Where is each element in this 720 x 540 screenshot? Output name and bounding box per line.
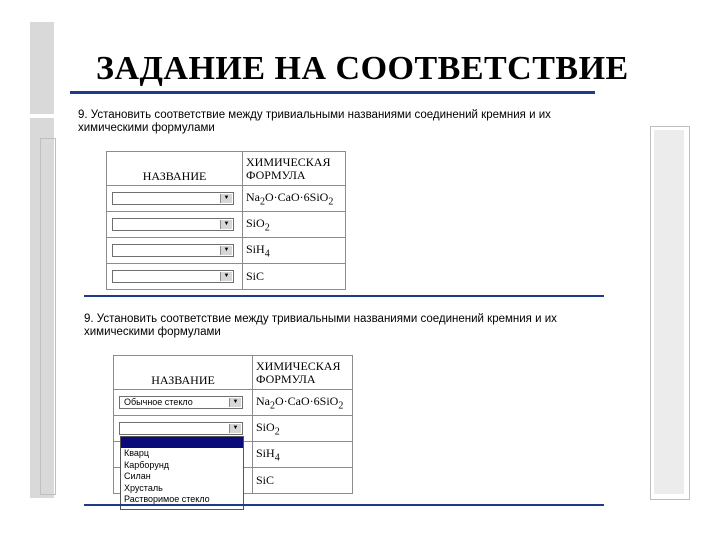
selected-value: Обычное стекло bbox=[124, 397, 193, 408]
chevron-down-icon[interactable]: ▼ bbox=[229, 398, 241, 407]
title-underline bbox=[70, 91, 595, 94]
dropdown-list[interactable] bbox=[120, 436, 244, 510]
formula-cell: $Na_2O\cdot CaO\cdot 6SiO_2$ bbox=[253, 390, 353, 416]
formula-cell: SiO$_2$ bbox=[243, 212, 346, 238]
dropdown-option[interactable]: Силан bbox=[124, 471, 151, 481]
name-select[interactable] bbox=[112, 218, 234, 231]
dropdown-option[interactable]: Карборунд bbox=[124, 459, 170, 470]
chevron-down-icon[interactable]: ▼ bbox=[229, 424, 241, 433]
name-cell bbox=[107, 238, 243, 264]
dropdown-option[interactable]: Кварц bbox=[124, 448, 150, 458]
dropdown-option[interactable]: Растворимое стекло bbox=[124, 494, 210, 504]
name-select[interactable] bbox=[112, 270, 234, 283]
name-select[interactable] bbox=[119, 396, 243, 409]
formula-cell: $Na_2O\cdot CaO\cdot 6SiO_2$ bbox=[243, 186, 346, 212]
name-cell bbox=[107, 264, 243, 290]
formula-cell: SiC bbox=[243, 264, 346, 290]
chevron-down-icon[interactable]: ▼ bbox=[220, 246, 232, 255]
column-header-formula: ХИМИЧЕСКАЯ ФОРМУЛА bbox=[243, 152, 346, 186]
column-header-name: НАЗВАНИЕ bbox=[107, 152, 243, 186]
task-text: 9. Установить соответствие между тривиальными названиями соединений кремния и их химическими формулами bbox=[78, 109, 551, 134]
chevron-down-icon[interactable]: ▼ bbox=[220, 194, 232, 203]
column-header-formula: ХИМИЧЕСКАЯ ФОРМУЛА bbox=[253, 356, 353, 390]
frame-left-top-bar bbox=[30, 22, 54, 114]
formula-cell: SiC bbox=[253, 468, 353, 494]
dropdown-option[interactable]: Хрусталь bbox=[124, 482, 163, 493]
name-cell bbox=[107, 186, 243, 212]
chevron-down-icon[interactable]: ▼ bbox=[220, 272, 232, 281]
name-select[interactable] bbox=[112, 192, 234, 205]
formula-cell: SiH$_4$ bbox=[243, 238, 346, 264]
frame-right-bar bbox=[654, 130, 684, 494]
page-title: ЗАДАНИЕ НА СООТВЕТСТВИЕ bbox=[96, 50, 629, 87]
frame-left-inner-outline bbox=[40, 138, 56, 495]
column-header-name: НАЗВАНИЕ bbox=[114, 356, 253, 390]
dropdown-highlighted-option[interactable] bbox=[121, 437, 243, 448]
chevron-down-icon[interactable]: ▼ bbox=[220, 220, 232, 229]
name-cell bbox=[114, 390, 253, 416]
name-select[interactable] bbox=[112, 244, 234, 257]
formula-cell: SiH$_4$ bbox=[253, 442, 353, 468]
divider-line bbox=[84, 295, 604, 297]
name-cell bbox=[107, 212, 243, 238]
task-text: 9. Установить соответствие между тривиальными названиями соединений кремния и их химическими формулами bbox=[84, 313, 557, 338]
formula-cell: SiO$_2$ bbox=[253, 416, 353, 442]
matching-table bbox=[106, 151, 346, 290]
name-select[interactable] bbox=[119, 422, 243, 435]
bottom-divider-line bbox=[84, 504, 604, 506]
